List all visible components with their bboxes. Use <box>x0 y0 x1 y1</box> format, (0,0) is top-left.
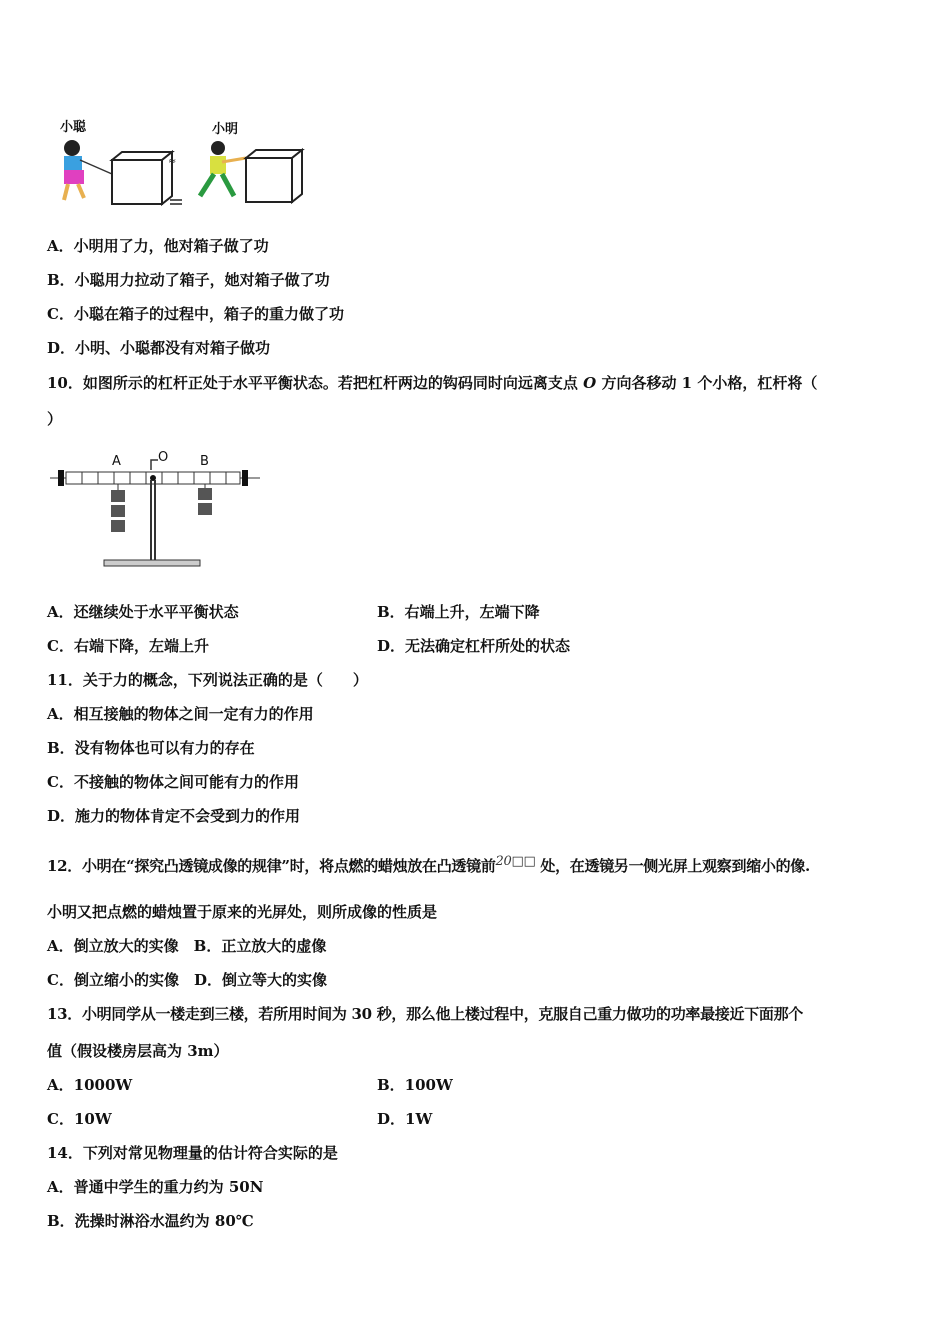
q12-formula-image: 20□□ <box>495 854 536 869</box>
q14-option-b: B．洗操时淋浴水温约为 80℃ <box>47 1212 254 1230</box>
figure-label-xiaoming: 小明 <box>212 122 239 137</box>
q12-stem-part2: 处，在透镜另一侧光屏上观察到缩小的像. <box>540 857 810 875</box>
q10-stem <box>47 373 817 393</box>
q12-stem <box>47 852 810 876</box>
lever-drawing <box>50 448 260 573</box>
q11-option-d: D．施力的物体肯定不会受到力的作用 <box>47 807 301 825</box>
q10-stem-part2: 方向各移动 1 个小格，杠杆将（ <box>601 374 818 392</box>
q10-stem-part1: 10．如图所示的杠杆正处于水平平衡状态。若把杠杆两边的钩码同时向远离支点 <box>47 374 578 392</box>
q12-stem-line2: 小明又把点燃的蜡烛置于原来的光屏处，则所成像的性质是 <box>47 903 438 921</box>
q12-options-row2: C．倒立缩小的实像 D．倒立等大的实像 <box>47 971 327 989</box>
q13-option-d: D．1W <box>377 1110 433 1128</box>
q13-stem-line2: 值（假设楼房层高为 3m） <box>47 1042 229 1060</box>
q11-option-c: C．不接触的物体之间可能有力的作用 <box>47 773 299 791</box>
q13-option-b: B．100W <box>377 1076 453 1094</box>
lever-label-b: B <box>200 454 209 469</box>
q10-stem-o: O <box>583 374 597 392</box>
q9-option-b: B．小聪用力拉动了箱子，她对箱子做了功 <box>47 271 330 289</box>
q10-stem-line2: ） <box>47 410 63 428</box>
figure-push-pull <box>50 112 310 212</box>
q14-stem: 14．下列对常见物理量的估计符合实际的是 <box>47 1144 338 1162</box>
q9-option-c: C．小聪在箱子的过程中，箱子的重力做了功 <box>47 305 344 323</box>
q11-stem: 11．关于力的概念，下列说法正确的是（ ） <box>47 671 368 689</box>
q14-option-a: A．普通中学生的重力约为 50N <box>47 1178 264 1196</box>
q10-option-a: A．还继续处于水平平衡状态 <box>47 603 239 621</box>
q13-option-a: A．1000W <box>47 1076 133 1094</box>
q12-stem-part1: 12．小明在“探究凸透镜成像的规律”时，将点燃的蜡烛放在凸透镜前 <box>47 857 496 875</box>
q10-option-b: B．右端上升，左端下降 <box>377 603 540 621</box>
lever-label-a: A <box>112 454 121 469</box>
svg-text:≈: ≈ <box>168 156 177 167</box>
q13-stem-line1: 13．小明同学从一楼走到三楼，若所用时间为 30 秒，那么他上楼过程中，克服自己重力做功的功率最接近下面那个 <box>47 1005 803 1023</box>
q11-option-b: B．没有物体也可以有力的存在 <box>47 739 255 757</box>
q13-option-c: C．10W <box>47 1110 112 1128</box>
push-pull-drawing <box>50 112 310 212</box>
q11-option-a: A．相互接触的物体之间一定有力的作用 <box>47 705 314 723</box>
figure-lever <box>50 448 260 573</box>
figure-label-xiaocong: 小聪 <box>60 120 87 135</box>
lever-label-o: O <box>158 450 169 465</box>
q9-option-d: D．小明、小聪都没有对箱子做功 <box>47 339 271 357</box>
q12-options-row1: A．倒立放大的实像 B．正立放大的虚像 <box>47 937 327 955</box>
q10-option-d: D．无法确定杠杆所处的状态 <box>377 637 571 655</box>
q9-option-a: A．小明用了力，他对箱子做了功 <box>47 237 269 255</box>
q10-option-c: C．右端下降，左端上升 <box>47 637 209 655</box>
